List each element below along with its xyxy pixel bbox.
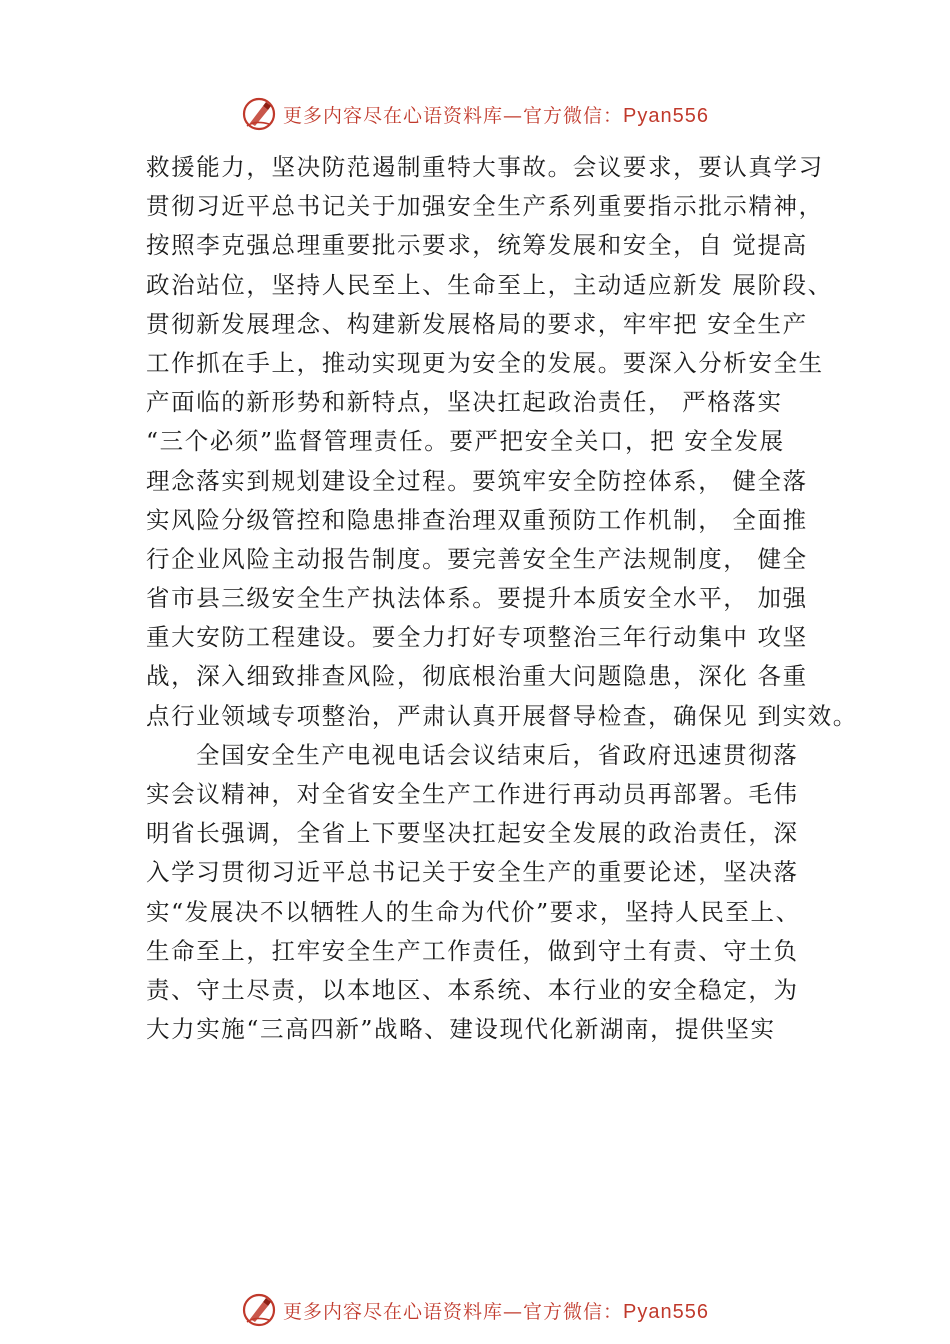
text-line: 理念落实到规划建设全过程。要筑牢安全防控体系， 健全落 bbox=[146, 466, 808, 495]
pen-logo-icon bbox=[241, 1292, 277, 1328]
text-line: “三个必须”监督管理责任。要严把安全关口，把 安全发展 bbox=[146, 427, 785, 456]
banner-wechat-id: Pyan556 bbox=[623, 104, 709, 127]
text-line: 政治站位，坚持人民至上、生命至上，主动适应新发 展阶段、 bbox=[146, 270, 833, 299]
text-line: 责、守土尽责，以本地区、本系统、本行业的安全稳定，为 bbox=[146, 975, 799, 1004]
footer-banner bbox=[0, 1288, 950, 1332]
text-line: 生命至上，扛牢安全生产工作责任，做到守土有责、守土负 bbox=[146, 936, 799, 965]
text-line: 救援能力，坚决防范遏制重特大事故。会议要求，要认真学习 bbox=[146, 153, 824, 181]
paragraph-first-line: 全国安全生产电视电话会议结束后，省政府迅速贯彻落 bbox=[196, 740, 799, 769]
document-body bbox=[146, 148, 858, 1049]
banner-text bbox=[283, 1297, 709, 1324]
banner-separator: — bbox=[503, 1300, 524, 1323]
text-line: 贯彻习近平总书记关于加强安全生产系列重要指示批示精神， bbox=[146, 192, 824, 221]
banner-wechat-label: 官方微信： bbox=[523, 1300, 624, 1323]
text-line: 工作抓在手上，推动实现更为安全的发展。要深入分析安全生 bbox=[146, 348, 824, 377]
banner-wechat-label: 官方微信： bbox=[523, 104, 624, 127]
text-line: 战，深入细致排查风险，彻底根治重大问题隐患，深化 各重 bbox=[146, 662, 808, 691]
text-line: 产面临的新形势和新特点，坚决扛起政治责任， 严格落实 bbox=[146, 388, 783, 417]
text-line: 按照李克强总理重要批示要求，统筹发展和安全，自 觉提高 bbox=[146, 231, 808, 260]
text-line: 入学习贯彻习近平总书记关于安全生产的重要论述，坚决落 bbox=[146, 858, 799, 887]
text-line: 贯彻新发展理念、构建新发展格局的要求，牢牢把 安全生产 bbox=[146, 309, 808, 338]
banner-text bbox=[283, 101, 709, 128]
banner-brand: 更多内容尽在心语资料库 bbox=[283, 1300, 504, 1323]
text-line: 行企业风险主动报告制度。要完善安全生产法规制度， 健全 bbox=[146, 544, 808, 573]
text-line: 点行业领域专项整治，严肃认真开展督导检查，确保见 到实效。 bbox=[146, 701, 858, 730]
text-line: 实“发展决不以牺牲人的生命为代价”要求，坚持人民至上、 bbox=[146, 897, 801, 926]
text-line: 实风险分级管控和隐患排查治理双重预防工作机制， 全面推 bbox=[146, 505, 808, 534]
text-line: 大力实施“三高四新”战略、建设现代化新湖南，提供坚实 bbox=[146, 1015, 776, 1044]
header-banner bbox=[0, 92, 950, 136]
text-line: 明省长强调，全省上下要坚决扛起安全发展的政治责任，深 bbox=[146, 819, 799, 848]
text-line: 重大安防工程建设。要全力打好专项整治三年行动集中 攻坚 bbox=[146, 623, 808, 652]
banner-separator: — bbox=[503, 104, 524, 127]
banner-brand: 更多内容尽在心语资料库 bbox=[283, 104, 504, 127]
pen-logo-icon bbox=[241, 96, 277, 132]
text-line: 省市县三级安全生产执法体系。要提升本质安全水平， 加强 bbox=[146, 584, 808, 613]
banner-wechat-id: Pyan556 bbox=[623, 1300, 709, 1323]
text-line: 实会议精神，对全省安全生产工作进行再动员再部署。毛伟 bbox=[146, 780, 799, 808]
